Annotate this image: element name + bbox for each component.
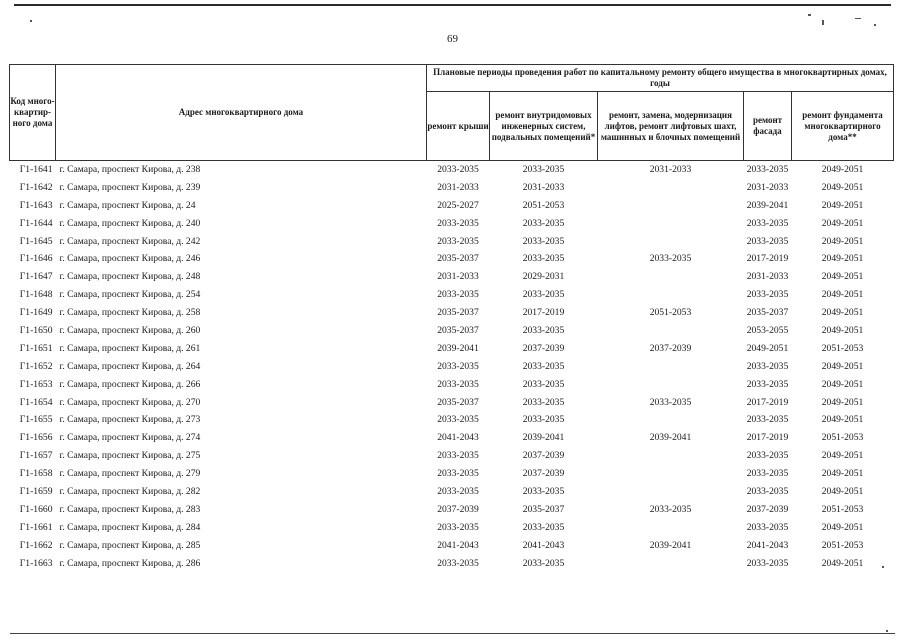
cell-address: г. Самара, проспект Кирова, д. 24 — [59, 199, 196, 211]
cell-address: г. Самара, проспект Кирова, д. 275 — [59, 450, 201, 462]
table-row — [10, 161, 894, 179]
scan-speck — [30, 20, 32, 22]
table-row — [10, 537, 894, 555]
scan-speck — [855, 18, 861, 19]
cell-address: г. Самара, проспект Кирова, д. 279 — [59, 468, 201, 480]
cell-facade: 2041-2043 — [746, 539, 789, 551]
cell-roof: 2033-2035 — [437, 557, 479, 569]
cell-foundation: 2049-2051 — [821, 521, 864, 533]
cell-elevators — [598, 215, 744, 233]
cell-code: Г1-1649 — [19, 307, 53, 319]
cell-facade: 2017-2019 — [746, 253, 789, 265]
cell-internal-systems: 2033-2035 — [522, 253, 565, 265]
cell-code: Г1-1641 — [19, 163, 53, 175]
cell-facade: 2053-2055 — [746, 324, 789, 336]
cell-elevators: 2039-2041 — [649, 539, 692, 551]
cell-code: Г1-1653 — [19, 378, 53, 390]
cell-code: Г1-1655 — [19, 414, 53, 426]
cell-internal-systems: 2033-2035 — [522, 289, 565, 301]
cell-address: г. Самара, проспект Кирова, д. 274 — [59, 432, 201, 444]
cell-foundation: 2049-2051 — [821, 199, 864, 211]
cell-code: Г1-1662 — [19, 539, 53, 551]
table-row — [10, 501, 894, 519]
bottom-rule — [10, 633, 895, 634]
cell-foundation: 2049-2051 — [821, 557, 864, 569]
cell-facade: 2033-2035 — [746, 235, 789, 247]
cell-facade: 2017-2019 — [746, 396, 789, 408]
cell-code: Г1-1647 — [19, 271, 53, 283]
header-planned-periods: Плановые периоды проведения работ по капитальному ремонту общего имущества в многоквартирных домах, годы — [427, 65, 894, 92]
cell-roof: 2033-2035 — [437, 163, 479, 175]
cell-address: г. Самара, проспект Кирова, д. 282 — [59, 485, 201, 497]
cell-elevators — [598, 197, 744, 215]
cell-address: г. Самара, проспект Кирова, д. 246 — [59, 253, 201, 265]
cell-code: Г1-1663 — [19, 557, 53, 569]
cell-code: Г1-1661 — [19, 521, 53, 533]
cell-address: г. Самара, проспект Кирова, д. 261 — [59, 342, 201, 354]
cell-facade: 2033-2035 — [746, 217, 789, 229]
cell-roof: 2033-2035 — [437, 468, 479, 480]
cell-internal-systems: 2035-2037 — [522, 503, 565, 515]
cell-address: г. Самара, проспект Кирова, д. 258 — [59, 307, 201, 319]
cell-foundation: 2051-2053 — [821, 342, 864, 354]
cell-code: Г1-1643 — [19, 199, 53, 211]
cell-internal-systems: 2033-2035 — [522, 557, 565, 569]
cell-facade: 2033-2035 — [746, 521, 789, 533]
table-row — [10, 322, 894, 340]
page-number: 69 — [447, 33, 458, 45]
scan-speck — [886, 630, 888, 632]
cell-facade: 2049-2051 — [746, 342, 789, 354]
cell-address: г. Самара, проспект Кирова, д. 266 — [59, 378, 201, 390]
cell-roof: 2033-2035 — [437, 521, 479, 533]
cell-roof: 2033-2035 — [437, 378, 479, 390]
cell-roof: 2033-2035 — [437, 414, 479, 426]
table-row — [10, 555, 894, 573]
capital-repair-table — [9, 64, 894, 572]
header-roof: ремонт крыши — [427, 92, 490, 161]
cell-roof: 2041-2043 — [437, 432, 479, 444]
cell-address: г. Самара, проспект Кирова, д. 248 — [59, 271, 201, 283]
cell-facade: 2033-2035 — [746, 468, 789, 480]
table-row — [10, 465, 894, 483]
cell-elevators — [598, 483, 744, 501]
cell-internal-systems: 2033-2035 — [522, 217, 565, 229]
cell-foundation: 2051-2053 — [821, 503, 864, 515]
cell-roof: 2039-2041 — [437, 342, 479, 354]
cell-facade: 2033-2035 — [746, 378, 789, 390]
cell-address: г. Самара, проспект Кирова, д. 286 — [59, 557, 201, 569]
cell-address: г. Самара, проспект Кирова, д. 285 — [59, 539, 201, 551]
table-row — [10, 429, 894, 447]
table-row — [10, 411, 894, 429]
cell-internal-systems: 2037-2039 — [522, 450, 565, 462]
cell-facade: 2033-2035 — [746, 557, 789, 569]
header-code: Код много-квартир-ного дома — [10, 65, 56, 161]
header-facade: ремонт фасада — [744, 92, 792, 161]
cell-internal-systems: 2037-2039 — [522, 342, 565, 354]
cell-foundation: 2049-2051 — [821, 163, 864, 175]
cell-elevators: 2033-2035 — [649, 503, 692, 515]
cell-facade: 2033-2035 — [746, 485, 789, 497]
cell-foundation: 2049-2051 — [821, 307, 864, 319]
cell-address: г. Самара, проспект Кирова, д. 273 — [59, 414, 201, 426]
cell-internal-systems: 2033-2035 — [522, 378, 565, 390]
cell-foundation: 2049-2051 — [821, 414, 864, 426]
cell-internal-systems: 2033-2035 — [522, 396, 565, 408]
cell-code: Г1-1648 — [19, 289, 53, 301]
cell-roof: 2031-2033 — [437, 181, 479, 193]
cell-elevators — [598, 555, 744, 573]
cell-elevators — [598, 286, 744, 304]
cell-facade: 2017-2019 — [746, 432, 789, 444]
cell-internal-systems: 2033-2035 — [522, 360, 565, 372]
cell-foundation: 2049-2051 — [821, 324, 864, 336]
cell-address: г. Самара, проспект Кирова, д. 283 — [59, 503, 201, 515]
cell-foundation: 2049-2051 — [821, 271, 864, 283]
table-row — [10, 268, 894, 286]
table-header — [10, 65, 894, 161]
table-row — [10, 197, 894, 215]
cell-roof: 2035-2037 — [437, 324, 479, 336]
cell-elevators — [598, 358, 744, 376]
cell-foundation: 2051-2053 — [821, 432, 864, 444]
cell-roof: 2025-2027 — [437, 199, 479, 211]
cell-code: Г1-1646 — [19, 253, 53, 265]
cell-elevators: 2031-2033 — [649, 163, 692, 175]
cell-facade: 2033-2035 — [746, 414, 789, 426]
cell-facade: 2033-2035 — [746, 163, 789, 175]
cell-roof: 2041-2043 — [437, 539, 479, 551]
cell-address: г. Самара, проспект Кирова, д. 239 — [59, 181, 201, 193]
cell-code: Г1-1660 — [19, 503, 53, 515]
cell-internal-systems: 2033-2035 — [522, 235, 565, 247]
cell-address: г. Самара, проспект Кирова, д. 264 — [59, 360, 201, 372]
cell-elevators: 2033-2035 — [649, 253, 692, 265]
cell-foundation: 2051-2053 — [821, 539, 864, 551]
cell-roof: 2033-2035 — [437, 485, 479, 497]
cell-roof: 2033-2035 — [437, 235, 479, 247]
cell-elevators — [598, 179, 744, 197]
cell-elevators — [598, 465, 744, 483]
cell-code: Г1-1642 — [19, 181, 53, 193]
table-row — [10, 358, 894, 376]
cell-facade: 2031-2033 — [746, 271, 789, 283]
cell-code: Г1-1644 — [19, 217, 53, 229]
cell-code: Г1-1654 — [19, 396, 53, 408]
cell-elevators: 2051-2053 — [649, 307, 692, 319]
cell-address: г. Самара, проспект Кирова, д. 270 — [59, 396, 201, 408]
cell-code: Г1-1657 — [19, 450, 53, 462]
cell-facade: 2033-2035 — [746, 289, 789, 301]
scan-speck — [874, 24, 876, 26]
cell-elevators — [598, 233, 744, 251]
header-foundation: ремонт фундамента многоквартирного дома** — [792, 92, 894, 161]
table-row — [10, 340, 894, 358]
cell-roof: 2031-2033 — [437, 271, 479, 283]
cell-internal-systems: 2033-2035 — [522, 324, 565, 336]
cell-roof: 2033-2035 — [437, 450, 479, 462]
cell-code: Г1-1652 — [19, 360, 53, 372]
header-elevators: ремонт, замена, модернизация лифтов, ремонт лифтовых шахт, машинных и блочных помещений — [598, 92, 744, 161]
cell-code: Г1-1650 — [19, 324, 53, 336]
scan-speck — [822, 20, 824, 25]
table-row — [10, 233, 894, 251]
cell-elevators — [598, 268, 744, 286]
cell-elevators: 2033-2035 — [649, 396, 692, 408]
cell-address: г. Самара, проспект Кирова, д. 284 — [59, 521, 201, 533]
cell-internal-systems: 2017-2019 — [522, 307, 565, 319]
cell-elevators: 2039-2041 — [649, 432, 692, 444]
table-row — [10, 304, 894, 322]
cell-elevators — [598, 447, 744, 465]
cell-roof: 2035-2037 — [437, 396, 479, 408]
table-body — [10, 161, 894, 573]
cell-roof: 2035-2037 — [437, 307, 479, 319]
header-internal-systems: ремонт внутридомовых инженерных систем, подвальных помещений* — [490, 92, 598, 161]
cell-roof: 2033-2035 — [437, 360, 479, 372]
cell-code: Г1-1651 — [19, 342, 53, 354]
cell-roof: 2037-2039 — [437, 503, 479, 515]
table-row — [10, 179, 894, 197]
cell-foundation: 2049-2051 — [821, 396, 864, 408]
cell-foundation: 2049-2051 — [821, 289, 864, 301]
cell-code: Г1-1659 — [19, 485, 53, 497]
cell-roof: 2033-2035 — [437, 289, 479, 301]
cell-internal-systems: 2033-2035 — [522, 521, 565, 533]
cell-foundation: 2049-2051 — [821, 378, 864, 390]
table-row — [10, 250, 894, 268]
cell-foundation: 2049-2051 — [821, 181, 864, 193]
table-row — [10, 215, 894, 233]
cell-address: г. Самара, проспект Кирова, д. 240 — [59, 217, 201, 229]
cell-elevators — [598, 519, 744, 537]
table-row — [10, 447, 894, 465]
cell-foundation: 2049-2051 — [821, 235, 864, 247]
cell-foundation: 2049-2051 — [821, 468, 864, 480]
cell-roof: 2035-2037 — [437, 253, 479, 265]
cell-internal-systems: 2039-2041 — [522, 432, 565, 444]
cell-internal-systems: 2031-2033 — [522, 181, 565, 193]
header-address: Адрес многоквартирного дома — [56, 65, 427, 161]
cell-elevators — [598, 376, 744, 394]
cell-foundation: 2049-2051 — [821, 485, 864, 497]
cell-foundation: 2049-2051 — [821, 253, 864, 265]
cell-facade: 2035-2037 — [746, 307, 789, 319]
cell-elevators: 2037-2039 — [649, 342, 692, 354]
cell-code: Г1-1656 — [19, 432, 53, 444]
table-row — [10, 376, 894, 394]
cell-internal-systems: 2037-2039 — [522, 468, 565, 480]
cell-internal-systems: 2033-2035 — [522, 485, 565, 497]
cell-code: Г1-1658 — [19, 468, 53, 480]
cell-address: г. Самара, проспект Кирова, д. 238 — [59, 163, 201, 175]
cell-elevators — [598, 411, 744, 429]
table-row — [10, 483, 894, 501]
cell-foundation: 2049-2051 — [821, 450, 864, 462]
cell-roof: 2033-2035 — [437, 217, 479, 229]
cell-address: г. Самара, проспект Кирова, д. 242 — [59, 235, 201, 247]
cell-foundation: 2049-2051 — [821, 217, 864, 229]
top-rule — [14, 4, 891, 6]
cell-foundation: 2049-2051 — [821, 360, 864, 372]
cell-internal-systems: 2051-2053 — [522, 199, 565, 211]
table-row — [10, 519, 894, 537]
cell-internal-systems: 2033-2035 — [522, 414, 565, 426]
cell-code: Г1-1645 — [19, 235, 53, 247]
cell-facade: 2039-2041 — [746, 199, 789, 211]
table-row — [10, 394, 894, 412]
scan-speck — [808, 14, 811, 16]
cell-facade: 2037-2039 — [746, 503, 789, 515]
cell-address: г. Самара, проспект Кирова, д. 260 — [59, 324, 201, 336]
cell-internal-systems: 2041-2043 — [522, 539, 565, 551]
cell-facade: 2033-2035 — [746, 360, 789, 372]
cell-facade: 2033-2035 — [746, 450, 789, 462]
cell-elevators — [598, 322, 744, 340]
cell-facade: 2031-2033 — [746, 181, 789, 193]
cell-internal-systems: 2029-2031 — [522, 271, 565, 283]
cell-internal-systems: 2033-2035 — [522, 163, 565, 175]
table-row — [10, 286, 894, 304]
cell-address: г. Самара, проспект Кирова, д. 254 — [59, 289, 201, 301]
